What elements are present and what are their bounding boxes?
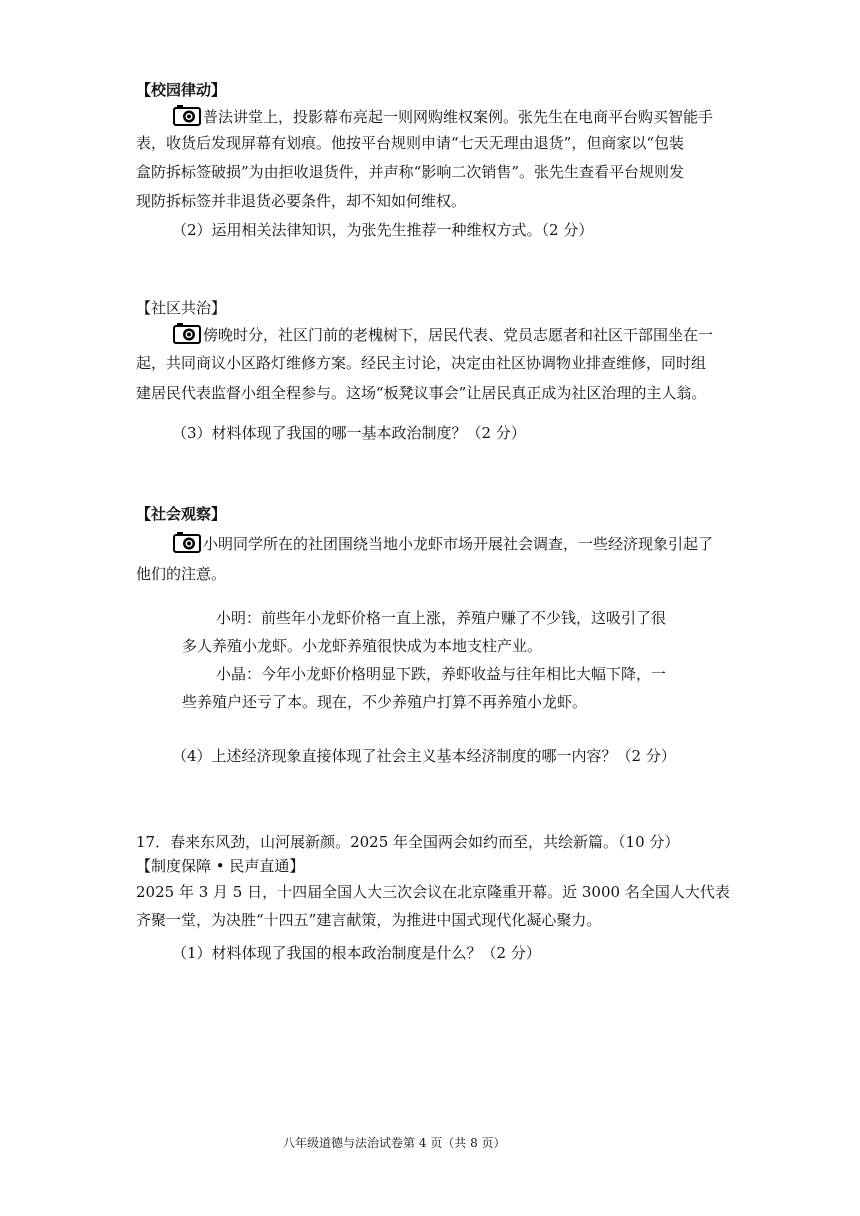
campus-line-2: 表，收货后发现屏幕有划痕。他按平台规则申请“七天无理由退货”，但商家以“包装 [136,134,685,152]
community-line-3: 建居民代表监督小组全程参与。这场“板凳议事会”让居民真正成为社区治理的主人翁。 [136,384,707,402]
q17-line-2: 齐聚一堂，为决胜“十四五”建言献策，为推进中国式现代化凝心聚力。 [136,911,602,929]
section-heading-society: 【社会观察】 [136,505,227,523]
campus-line-4: 现防拆标签并非退货必要条件，却不知如何维权。 [136,192,467,210]
page-footer: 八年级道德与法治试卷第 4 页（共 8 页） [283,1136,506,1150]
question-17-subheading: 【制度保障 • 民声直通】 [136,857,305,875]
campus-line-1: 普法讲堂上，投影幕布亮起一则网购维权案例。张先生在电商平台购买智能手 [173,104,713,127]
quote-line-1: 小明：前些年小龙虾价格一直上涨，养殖户赚了不少钱，这吸引了很 [216,609,667,627]
society-line-2: 他们的注意。 [136,565,227,583]
community-line-1: 傍晚时分，社区门前的老槐树下，居民代表、党员志愿者和社区干部围坐在一 [173,322,713,345]
quote-line-4: 些养殖户还亏了本。现在，不少养殖户打算不再养殖小龙虾。 [182,693,588,711]
q17-line-1: 2025 年 3 月 5 日，十四届全国人大三次会议在北京隆重开幕。近 3000 名全国人大代表 [136,883,730,901]
question-17-title: 17．春来东风劲，山河展新颜。2025 年全国两会如约而至，共绘新篇。（10 分） [136,833,680,851]
question-4: （4）上述经济现象直接体现了社会主义基本经济制度的哪一内容？（2 分） [172,747,676,765]
camera-icon [173,104,201,126]
question-2: （2）运用相关法律知识，为张先生推荐一种维权方式。（2 分） [172,221,594,239]
question-3: （3）材料体现了我国的哪一基本政治制度？（2 分） [172,424,526,442]
section-heading-community: 【社区共治】 [136,299,227,317]
society-line-1: 小明同学所在的社团围绕当地小龙虾市场开展社会调查，一些经济现象引起了 [173,531,713,554]
quote-line-3: 小晶：今年小龙虾价格明显下跌，养虾收益与往年相比大幅下降，一 [216,665,667,683]
camera-icon [173,531,201,553]
camera-icon [173,322,201,344]
campus-line-3: 盒防拆标签破损”为由拒收退货件，并声称“影响二次销售”。张先生查看平台规则发 [136,163,685,181]
community-line-2: 起，共同商议小区路灯维修方案。经民主讨论，决定由社区协调物业排查维修，同时组 [136,354,707,372]
question-17-1: （1）材料体现了我国的根本政治制度是什么？（2 分） [172,944,541,962]
quote-line-2: 多人养殖小龙虾。小龙虾养殖很快成为本地支柱产业。 [182,637,543,655]
section-heading-campus: 【校园律动】 [136,81,227,99]
